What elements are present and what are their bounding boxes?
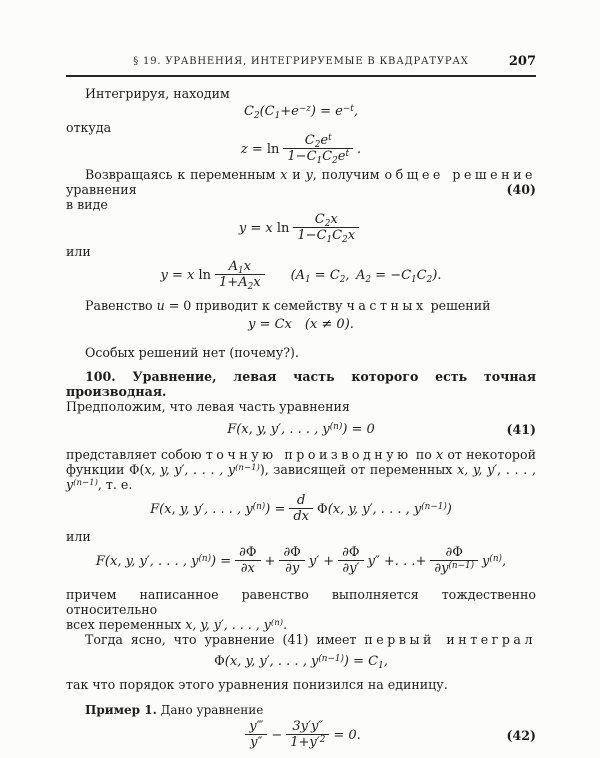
line-equality-u0 xyxy=(66,298,536,313)
equation-42 xyxy=(66,721,536,750)
equation-tail: . xyxy=(357,142,362,157)
fraction xyxy=(430,546,478,575)
line-or-1 xyxy=(66,244,536,259)
fraction xyxy=(279,546,304,575)
line-text: решений xyxy=(430,298,491,313)
emphasized-first-integral: первый интеграл xyxy=(364,632,536,647)
equation-lhs: y = x ln xyxy=(160,268,212,283)
emphasized-exact-derivative: точную производную xyxy=(205,447,412,462)
equation-tail: = 0. xyxy=(333,728,361,743)
equation-tail: ($A_1 = C_2$, $A_2 = -C_1C_2$). xyxy=(290,268,442,285)
equation-f-ddx-phi xyxy=(66,495,536,524)
equation-c2c1 xyxy=(66,104,536,120)
fraction-numerator: 3y′y″ xyxy=(286,720,329,735)
line-identity-holds xyxy=(66,587,536,617)
line-text: Интегрируя, находим xyxy=(85,86,230,101)
line-text: Особых решений нет (почему?). xyxy=(85,345,299,360)
equation-operator: − xyxy=(271,728,283,743)
equation-y-cx xyxy=(66,317,536,333)
line-ie xyxy=(66,477,536,492)
fraction-denominator: ∂x xyxy=(240,561,255,576)
page-header xyxy=(66,56,536,77)
equation-lhs: F(x, y, y′, . . . , $y^{(n)}$) = xyxy=(150,502,286,517)
line-example-1 xyxy=(66,703,536,718)
fraction-denominator: ∂y′ xyxy=(342,561,360,576)
line-then-clear xyxy=(66,632,536,647)
line-function-phi xyxy=(66,462,536,477)
equation-y-xln-a1x xyxy=(66,261,536,290)
fraction-denominator: $1+y'^2$ xyxy=(290,735,326,750)
equation-phi-c1 xyxy=(66,654,536,670)
line-text: откуда xyxy=(66,120,112,135)
fraction-numerator: ∂Φ xyxy=(430,546,478,561)
equation-lhs: y = x ln xyxy=(238,221,290,236)
equation-body: Φ(x, y, y′, . . . , $y^{(n-1)}) = C_1$, xyxy=(214,654,388,671)
line-no-singular-solutions xyxy=(66,345,536,360)
fraction xyxy=(283,133,353,166)
fraction xyxy=(286,720,329,749)
line-text: $y^{(n-1)}$, т. е. xyxy=(66,477,133,492)
line-text: или xyxy=(66,529,91,544)
line-text: представляет собою xyxy=(66,447,202,462)
fraction-denominator: $1-C_1C_2e^t$ xyxy=(287,149,349,166)
line-text: уравнения xyxy=(66,182,137,197)
fraction xyxy=(338,546,363,575)
line-whence xyxy=(66,120,536,135)
fraction-numerator: ∂Φ xyxy=(279,546,304,561)
fraction xyxy=(215,259,265,292)
line-represents-exact-derivative xyxy=(66,447,536,462)
line-text: функции Φ(x, y, y′, . . . , $y^{(n-1)}$), зависящей от переменных x, y, y′, . . . , xyxy=(66,462,536,477)
line-order-lowered xyxy=(66,677,536,692)
line-text: Предположим, что левая часть уравнения xyxy=(66,399,350,414)
equation-z-ln xyxy=(66,135,536,164)
equation-lhs: z = ln xyxy=(240,142,280,157)
equation-ref-40: (40) xyxy=(506,182,536,197)
fraction-numerator: y‴ xyxy=(245,720,267,735)
line-in-the-form xyxy=(66,197,536,212)
line-all-variables xyxy=(66,617,536,632)
fraction-numerator: $A_1x$ xyxy=(215,260,265,275)
section-100-heading xyxy=(66,369,536,399)
equation-41 xyxy=(66,422,536,438)
equation-body: y = Cx (x ≠ 0). xyxy=(248,317,354,332)
fraction-denominator: dx xyxy=(293,509,310,524)
equation-tail: $y^{(n)}$, xyxy=(482,554,507,569)
line-or-2 xyxy=(66,529,536,544)
line-integrating xyxy=(66,86,536,101)
line-suppose xyxy=(66,399,536,414)
fraction-denominator: $1-C_1C_2x$ xyxy=(297,228,356,245)
line-text: всех переменных x, y, y′, . . . , $y^{(n)}$. xyxy=(66,617,288,632)
section-title: § 19. УРАВНЕНИЯ, ИНТЕГРИРУЕМЫЕ В КВАДРАТУРАХ xyxy=(133,56,469,67)
equation-number-41: (41) xyxy=(506,422,536,437)
equation-y-xln-c2x xyxy=(66,214,536,243)
equation-number-42: (42) xyxy=(506,727,536,743)
emphasized-particular: частных xyxy=(346,298,427,313)
fraction xyxy=(289,494,313,523)
fraction-numerator: ∂Φ xyxy=(235,546,260,561)
fraction-denominator: y″ xyxy=(250,735,263,750)
page-number: 207 xyxy=(508,54,536,69)
equation-middle: y″ +. . .+ xyxy=(367,554,427,569)
equation-rhs: Φ(x, y, y′, . . . , $y^{(n-1)}$) xyxy=(317,502,452,517)
fraction xyxy=(293,212,359,245)
equation-operator: + xyxy=(264,554,276,569)
line-text: по x от некоторой xyxy=(415,447,536,462)
fraction-numerator: ∂Φ xyxy=(338,546,363,561)
line-text: причем написанное равенство выполняется тождественно относительно xyxy=(66,587,536,617)
fraction-denominator: ∂y xyxy=(285,561,300,576)
fraction xyxy=(245,720,267,749)
equation-partial-derivatives xyxy=(66,547,536,576)
fraction-denominator: $1+A_2x$ xyxy=(219,275,261,292)
example-label: Пример 1. xyxy=(85,703,157,717)
fraction-denominator: $\partial y^{(n-1)}$ xyxy=(434,561,475,576)
line-text: в виде xyxy=(66,197,108,212)
line-text: или xyxy=(66,244,91,259)
equation-body: $C_2(C_1+e^{-z}) = e^{-t}$, xyxy=(244,104,358,121)
fraction-numerator: d xyxy=(289,494,313,509)
equation-lhs: F(x, y, y′, . . . , $y^{(n)}$) = xyxy=(95,554,232,569)
line-text: Тогда ясно, что уравнение (41) имеет xyxy=(85,632,357,647)
line-text: Дано уравнение xyxy=(160,703,264,717)
heading-text: 100. Уравнение, левая часть которого есть точная производная. xyxy=(66,369,536,399)
equation-middle: y′ + xyxy=(308,554,335,569)
line-returning-to-variables xyxy=(66,167,536,197)
emphasized-general-solution: общее решение xyxy=(384,167,536,182)
fraction xyxy=(235,546,260,575)
line-text: так что порядок этого уравнения понизился на единицу. xyxy=(66,677,448,692)
line-text: Равенство u = 0 приводит к семейству xyxy=(85,298,343,313)
fraction-numerator: $C_2e^t$ xyxy=(283,134,353,149)
line-text: Возвращаясь к переменным x и y, получим xyxy=(85,167,380,182)
fraction-numerator: $C_2x$ xyxy=(293,213,359,228)
equation-body: F(x, y, y′, . . . , $y^{(n)}) = 0$ xyxy=(227,422,375,437)
